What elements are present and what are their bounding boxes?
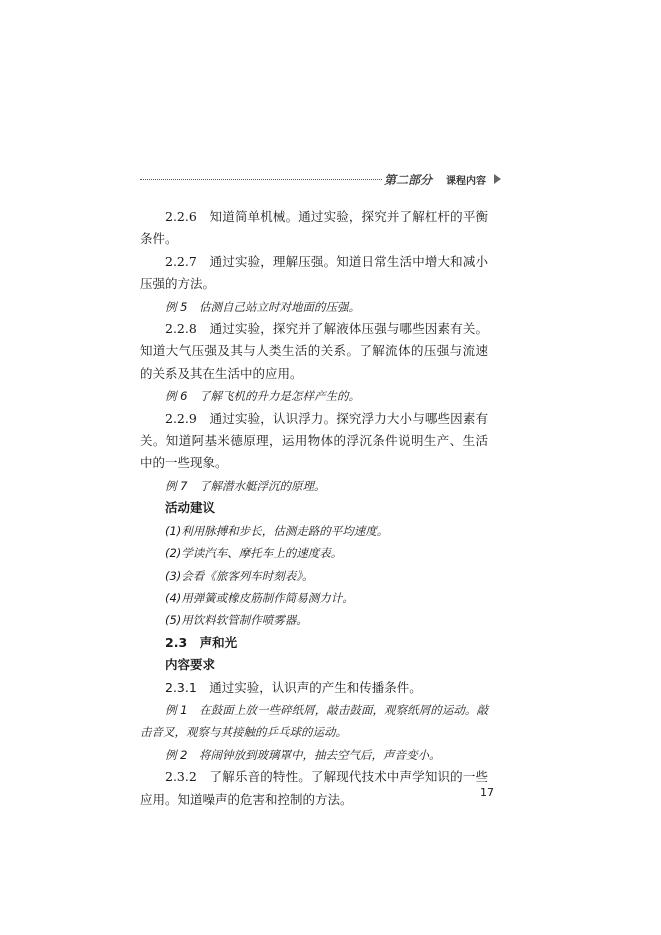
paragraph: 2.2.7 通过实验，理解压强。知道日常生活中增大和减小压强的方法。	[140, 253, 488, 292]
paragraph: 2.2.9 通过实验，认识浮力。探究浮力大小与哪些因素有关。知道阿基米德原理，运用物体的浮沉条件说明生产、生活中的一些现象。	[140, 410, 488, 471]
activity-item: (1)利用脉搏和步长，估测走路的平均速度。	[165, 523, 389, 538]
paragraph: 2.3.2 了解乐音的特性。了解现代技术中声学知识的一些应用。知道噪声的危害和控制的方法。	[140, 769, 488, 807]
activity-item: (2)学读汽车、摩托车上的速度表。	[165, 546, 343, 561]
activity-item: (5)用饮料软管制作喷雾器。	[165, 613, 308, 628]
page-body	[140, 206, 488, 811]
example-line: 例 7 了解潜水艇浮沉的原理。	[165, 478, 326, 493]
example-line: 例 2 将闹钟放到玻璃罩中，抽去空气后，声音变小。	[165, 747, 441, 762]
activity-item: (3)会看《旅客列车时刻表》。	[165, 568, 314, 583]
heading-content-requirements: 内容要求	[165, 657, 216, 673]
example-line: 例 6 了解飞机的升力是怎样产生的。	[165, 389, 360, 404]
activity-item: (4)用弹簧或橡皮筋制作简易测力计。	[165, 590, 354, 605]
example-line: 例 1 在鼓面上放一些碎纸屑，敲击鼓面，观察纸屑的运动。敲击音叉，观察与其接触的乒乓球的运动。	[140, 702, 488, 740]
paragraph: 2.3.1 通过实验，认识声的产生和传播条件。	[165, 679, 422, 695]
page-number: 17	[480, 786, 494, 799]
section-heading: 2.3 声和光	[165, 634, 238, 650]
heading-activity-suggestions: 活动建议	[165, 500, 216, 516]
paragraph: 2.2.8 通过实验，探究并了解液体压强与哪些因素有关。知道大气压强及其与人类生活的关系。了解流体的压强与流速的关系及其在生活中的应用。	[140, 321, 488, 381]
example-line: 例 5 估测自己站立时对地面的压强。	[165, 299, 360, 314]
paragraph: 2.2.6 知道简单机械。通过实验，探究并了解杠杆的平衡条件。	[140, 209, 488, 247]
running-header	[140, 171, 500, 187]
header-dotted-rule	[140, 179, 382, 180]
triangle-right-icon	[494, 174, 501, 184]
header-section-title: 课程内容	[446, 176, 486, 187]
header-part-title: 第二部分	[384, 173, 433, 187]
